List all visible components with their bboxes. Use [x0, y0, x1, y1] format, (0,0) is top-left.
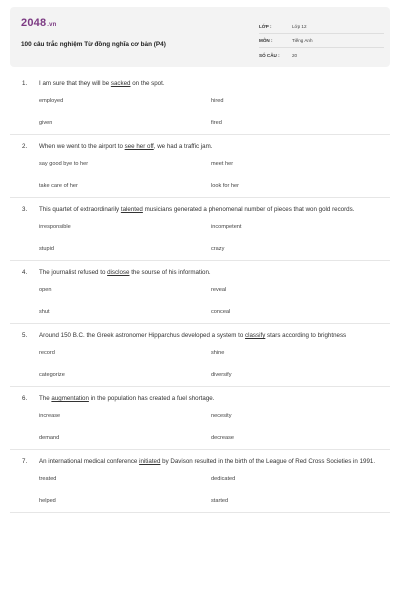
- site-logo[interactable]: [21, 17, 57, 29]
- question-text-before: I am sure that they will be: [39, 80, 111, 87]
- question-list: [10, 72, 390, 513]
- answer-option-a[interactable]: increase: [39, 413, 61, 419]
- question-number: 3.: [22, 206, 28, 213]
- question-number: 4.: [22, 269, 28, 276]
- answer-option-b[interactable]: hired: [211, 98, 224, 104]
- answer-option-d[interactable]: started: [211, 498, 229, 504]
- meta-key: MÔN :: [259, 38, 273, 43]
- answer-option-d[interactable]: decrease: [211, 435, 235, 441]
- underlined-word: classify: [245, 332, 266, 339]
- underlined-word: talented: [120, 206, 143, 213]
- underlined-word: disclose: [107, 269, 130, 276]
- answer-options: [10, 216, 390, 260]
- question-item: [10, 387, 390, 450]
- underlined-word: initiated: [139, 458, 161, 465]
- answer-option-c[interactable]: demand: [39, 435, 60, 441]
- answer-option-b[interactable]: reveal: [211, 287, 227, 293]
- answer-option-d[interactable]: diversify: [211, 372, 232, 378]
- question-text-before: The journalist refused to: [39, 269, 108, 276]
- answer-option-b[interactable]: necesity: [211, 413, 232, 419]
- question-text: [39, 78, 382, 90]
- question-text-after: in the population has created a fuel shortage.: [88, 395, 215, 402]
- meta-key: SỐ CÂU :: [259, 52, 280, 58]
- question-text-after: on the spot.: [130, 80, 165, 87]
- underlined-word: sacked: [110, 80, 131, 87]
- question-number: 7.: [22, 458, 28, 465]
- meta-row-count: [259, 48, 384, 62]
- answer-option-c[interactable]: shut: [39, 309, 50, 315]
- question-stem: [10, 72, 390, 90]
- question-item: [10, 324, 390, 387]
- question-text-before: An international medical conference: [39, 458, 140, 465]
- answer-option-a[interactable]: irresponsible: [39, 224, 71, 230]
- answer-option-d[interactable]: crazy: [211, 246, 225, 252]
- answer-option-c[interactable]: take care of her: [39, 183, 78, 189]
- question-stem: [10, 450, 390, 468]
- answer-options: [10, 153, 390, 197]
- answer-option-b[interactable]: incompetent: [211, 224, 242, 230]
- answer-option-a[interactable]: record: [39, 350, 55, 356]
- meta-value: Tiếng Anh: [292, 38, 313, 43]
- answer-options: [10, 90, 390, 134]
- question-number: 6.: [22, 395, 28, 402]
- question-number: 2.: [22, 143, 28, 150]
- answer-option-a[interactable]: open: [39, 287, 52, 293]
- meta-row-subject: [259, 34, 384, 48]
- question-text: [39, 330, 382, 342]
- question-text: [39, 141, 382, 153]
- question-item: [10, 135, 390, 198]
- answer-option-b[interactable]: dedicated: [211, 476, 236, 482]
- question-text-after: musicians generated a phenomenal number of pieces that won gold records.: [142, 206, 355, 213]
- question-text-after: stars according to brightness: [265, 332, 347, 339]
- document-meta: [259, 20, 384, 62]
- answer-option-a[interactable]: employed: [39, 98, 64, 104]
- question-item: [10, 450, 390, 513]
- answer-option-c[interactable]: helped: [39, 498, 56, 504]
- meta-key: LỚP :: [259, 24, 272, 29]
- answer-option-c[interactable]: categorize: [39, 372, 65, 378]
- question-text-before: The: [39, 395, 52, 402]
- logo-text: 2048: [21, 17, 47, 29]
- answer-options: [10, 279, 390, 323]
- page-header: [10, 7, 390, 67]
- question-text-before: When we went to the airport to: [39, 143, 125, 150]
- answer-option-d[interactable]: look for her: [211, 183, 239, 189]
- answer-option-c[interactable]: stupid: [39, 246, 54, 252]
- question-text-before: This quartet of extraordinarily: [39, 206, 121, 213]
- answer-option-b[interactable]: shine: [211, 350, 225, 356]
- answer-option-b[interactable]: meet her: [211, 161, 234, 167]
- question-stem: [10, 324, 390, 342]
- question-stem: [10, 387, 390, 405]
- question-text: [39, 267, 382, 279]
- question-number: 1.: [22, 80, 28, 87]
- meta-value: 20: [292, 52, 298, 58]
- question-item: [10, 72, 390, 135]
- question-number: 5.: [22, 332, 28, 339]
- answer-option-c[interactable]: given: [39, 120, 53, 126]
- question-text: [39, 393, 382, 405]
- underlined-word: see her off: [124, 143, 154, 150]
- question-text-after: the sourse of his information.: [129, 269, 211, 276]
- question-stem: [10, 198, 390, 216]
- answer-options: [10, 342, 390, 386]
- answer-option-d[interactable]: fired: [211, 120, 222, 126]
- question-text: [39, 204, 382, 216]
- answer-option-d[interactable]: conceal: [211, 309, 231, 315]
- question-item: [10, 198, 390, 261]
- underlined-word: augmentation: [51, 395, 89, 402]
- answer-option-a[interactable]: say good bye to her: [39, 161, 89, 167]
- answer-options: [10, 468, 390, 512]
- meta-row-class: [259, 20, 384, 34]
- question-text: [39, 456, 382, 468]
- answer-options: [10, 405, 390, 449]
- question-text-before: Around 150 B.C. the Greek astronomer Hipparchus developed a system to: [39, 332, 246, 339]
- meta-value: Lớp 12: [292, 24, 307, 29]
- logo-tld: .vn: [47, 22, 57, 28]
- question-text-after: , we had a traffic jam.: [153, 143, 213, 150]
- question-item: [10, 261, 390, 324]
- question-stem: [10, 135, 390, 153]
- document-title: 100 câu trắc nghiệm Từ đồng nghĩa cơ bản (P4): [21, 41, 166, 48]
- answer-option-a[interactable]: treated: [39, 476, 57, 482]
- question-text-after: by Davison resulted in the birth of the League of Red Cross Societies in 1991.: [160, 458, 376, 465]
- question-stem: [10, 261, 390, 279]
